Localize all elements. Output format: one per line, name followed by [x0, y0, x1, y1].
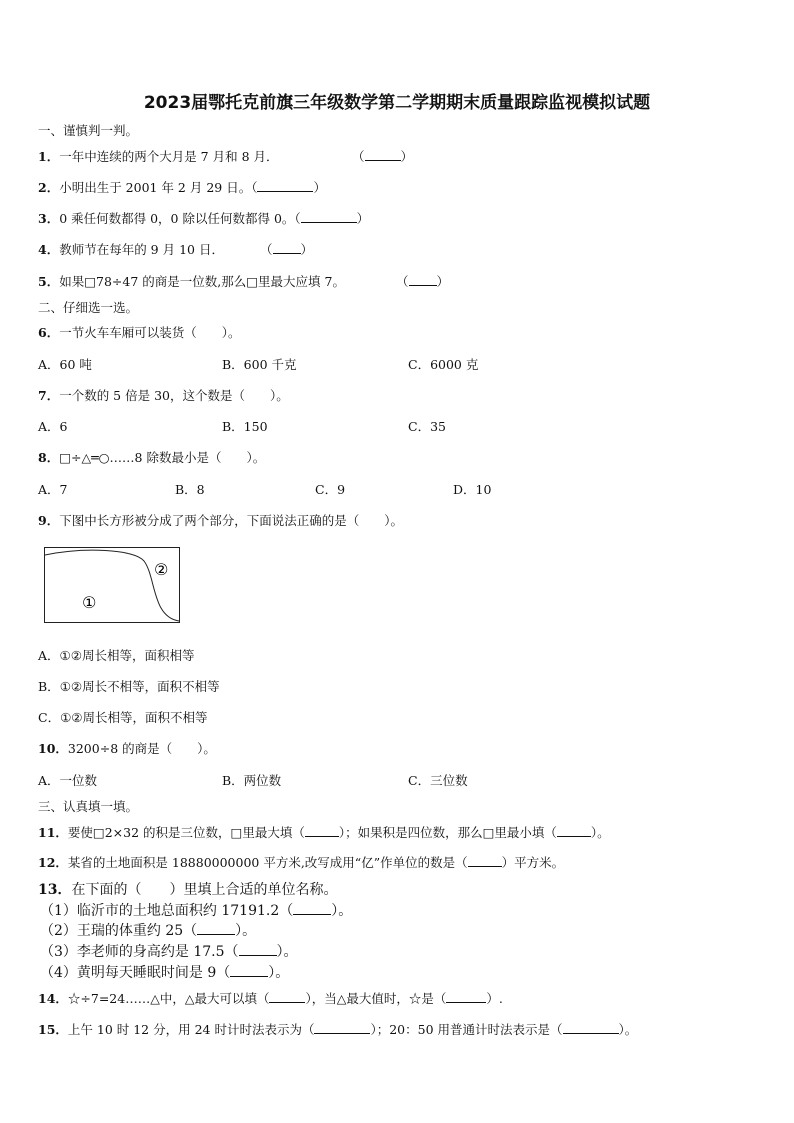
question-number: 4． [38, 242, 60, 257]
answer-blank[interactable] [293, 902, 331, 915]
question-10 [38, 739, 216, 757]
question-number: 6． [38, 325, 60, 340]
question-12: 12．某省的土地面积是 18880000000 平方米,改写成用“亿”作单位的数是（ ）平方米。 [38, 855, 565, 870]
answer-blank[interactable] [257, 179, 313, 192]
sub-question-4: （4）黄明每天睡眠时间是 9（ ）。 [40, 965, 290, 981]
sub-question-2: （2）王瑞的体重约 25（ ）。 [40, 923, 257, 939]
page-title: 2023届鄂托克前旗三年级数学第二学期期末质量跟踪监视模拟试题 [143, 93, 651, 113]
section-heading-2: 二、仔细选一选。 [38, 300, 139, 315]
question-number: 9． [38, 513, 60, 528]
option-c[interactable]: C．①②周长相等，面积不相等 [38, 710, 208, 725]
question-15: 15．上午 10 时 12 分，用 24 时计时法表示为（ ）；20：50 用普通计时法表示是（ ）。 [38, 1022, 638, 1037]
answer-blank[interactable] [301, 210, 357, 223]
question-number: 12． [38, 855, 68, 870]
answer-blank[interactable] [305, 824, 339, 837]
question-text: 0 乘任何数都得 0，0 除以任何数都得 0。（ [59, 211, 301, 226]
question-number: 13． [38, 882, 72, 898]
question-number: 14． [38, 991, 68, 1006]
section-heading-3: 三、认真填一填。 [38, 799, 139, 814]
question-text: 下图中长方形被分成了两个部分，下面说法正确的是（ ）。 [59, 513, 403, 528]
question-text: 小明出生于 2001 年 2 月 29 日。（ [59, 180, 258, 195]
answer-blank[interactable] [273, 241, 301, 254]
option-c[interactable]: C．35 [408, 419, 446, 434]
question-text: 如果□78÷47 的商是一位数,那么□里最大应填 7。 [59, 274, 345, 289]
option-c[interactable]: C．9 [315, 482, 346, 497]
question-13 [38, 879, 337, 899]
answer-paren: （ ） [260, 242, 314, 257]
question-number: 3． [38, 211, 60, 226]
question-text: 3200÷8 的商是（ ）。 [67, 741, 216, 756]
question-number: 11． [38, 825, 68, 840]
question-14: 14．☆÷7=24……△中，△最大可以填（ ），当△最大值时，☆是（ ）. [38, 991, 503, 1006]
question-text: 一年中连续的两个大月是 7 月和 8 月． [59, 149, 279, 164]
question-2: 2．小明出生于 2001 年 2 月 29 日。（ ） [38, 180, 326, 195]
question-number: 1． [38, 149, 60, 164]
option-a[interactable]: A．60 吨 [38, 357, 92, 372]
answer-paren: （ ） [352, 149, 414, 164]
region-1-label: ① [82, 593, 97, 612]
question-11: 11．要使□2×32 的积是三位数，□里最大填（ ）；如果积是四位数，那么□里最小填（ ）。 [38, 825, 610, 840]
answer-blank[interactable] [446, 990, 486, 1003]
question-9 [38, 511, 403, 529]
region-2-label: ② [154, 560, 169, 579]
question-number: 8． [38, 450, 60, 465]
answer-blank[interactable] [239, 943, 277, 956]
question-number: 2． [38, 180, 60, 195]
question-3: 3．0 乘任何数都得 0，0 除以任何数都得 0。（ ） [38, 211, 370, 226]
answer-blank[interactable] [269, 990, 305, 1003]
sub-question-3: （3）李老师的身高约是 17.5（ ）。 [40, 944, 298, 960]
answer-blank[interactable] [563, 1021, 619, 1034]
option-b[interactable]: B．两位数 [222, 773, 282, 788]
question-number: 7． [38, 388, 60, 403]
option-a[interactable]: A．6 [38, 419, 68, 434]
rectangle-figure [44, 547, 180, 623]
answer-blank[interactable] [557, 824, 591, 837]
question-number: 15． [38, 1022, 68, 1037]
option-c[interactable]: C．6000 克 [408, 357, 479, 372]
option-d[interactable]: D．10 [453, 482, 492, 497]
answer-blank[interactable] [230, 964, 268, 977]
question-7 [38, 386, 289, 404]
rectangle-outline [45, 548, 180, 623]
sub-question-1: （1）临沂市的土地总面积约 17191.2（ ）。 [40, 903, 353, 919]
option-b[interactable]: B．150 [222, 419, 268, 434]
answer-blank[interactable] [197, 922, 235, 935]
question-text: 教师节在每年的 9 月 10 日． [59, 242, 224, 257]
option-a[interactable]: A．①②周长相等，面积相等 [38, 648, 195, 663]
question-5 [38, 272, 450, 290]
question-text: 在下面的（ ）里填上合适的单位名称。 [71, 882, 338, 898]
answer-blank[interactable] [365, 148, 401, 161]
question-8 [38, 448, 265, 466]
answer-paren: （ ） [396, 274, 450, 289]
answer-blank[interactable] [468, 854, 502, 867]
section-heading-1: 一、谨慎判一判。 [38, 123, 139, 138]
question-6 [38, 323, 240, 341]
question-text: 一节火车车厢可以装货（ ）。 [59, 325, 241, 340]
question-1 [38, 147, 414, 165]
option-b[interactable]: B．600 千克 [222, 357, 297, 372]
option-b[interactable]: B．①②周长不相等，面积不相等 [38, 679, 220, 694]
question-text: □÷△═○……8 除数最小是（ ）。 [59, 450, 266, 465]
answer-blank[interactable] [409, 273, 437, 286]
question-number: 10． [38, 741, 68, 756]
question-number: 5． [38, 274, 60, 289]
option-a[interactable]: A．一位数 [38, 773, 98, 788]
answer-blank[interactable] [314, 1021, 370, 1034]
question-text: 一个数的 5 倍是 30，这个数是（ ）。 [59, 388, 289, 403]
question-4 [38, 240, 314, 258]
option-c[interactable]: C．三位数 [408, 773, 468, 788]
option-b[interactable]: B．8 [175, 482, 205, 497]
option-a[interactable]: A．7 [38, 482, 68, 497]
